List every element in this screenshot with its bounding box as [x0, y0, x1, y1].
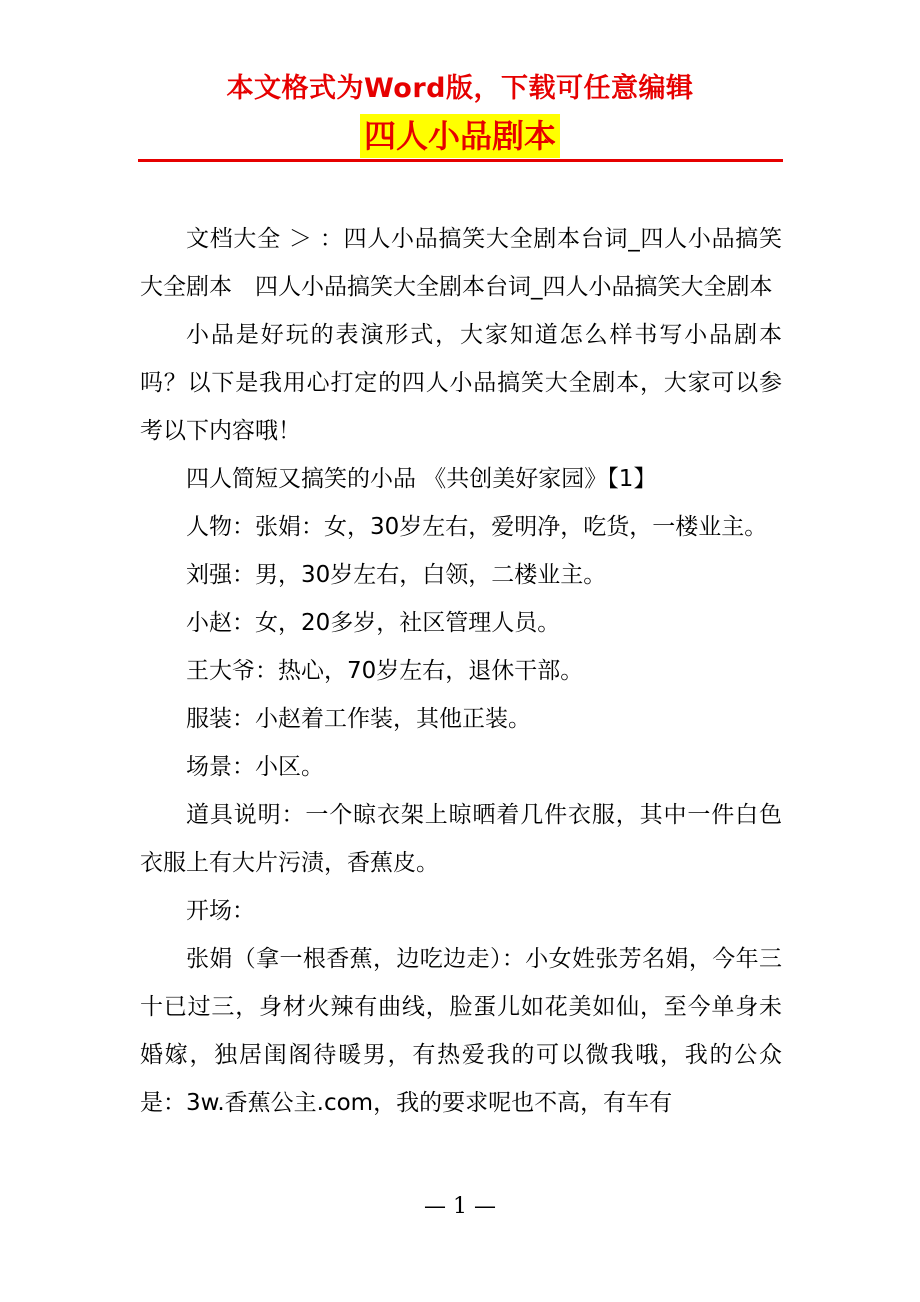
paragraph: 刘强：男，30岁左右，白领，二楼业主。 [186, 562, 607, 588]
paragraph: 开场： [186, 898, 255, 924]
document-title: 四人小品剧本 [360, 114, 560, 158]
paragraph: 小赵：女，20多岁，社区管理人员。 [186, 610, 561, 636]
title-divider [138, 159, 783, 162]
format-banner: 本文格式为Word版，下载可任意编辑 [226, 73, 694, 104]
paragraph: 场景：小区。 [186, 754, 324, 780]
paragraph: 道具说明：一个晾衣架上晾晒着几件衣服，其中一件白色衣服上有大片污渍，香蕉皮。 [140, 802, 782, 876]
title-wrap [0, 114, 920, 158]
paragraph: 人物：张娟：女，30岁左右，爱明净，吃货，一楼业主。 [186, 514, 768, 540]
paragraph: 服装：小赵着工作装，其他正装。 [186, 706, 531, 732]
page-number: — 1 — [424, 1194, 496, 1219]
paragraph: 文档大全 ＞ ：四人小品搞笑大全剧本台词_四人小品搞笑大全剧本 四人小品搞笑大全剧本台词_四人小品搞笑大全剧本 [140, 226, 782, 300]
paragraph: 小品是好玩的表演形式，大家知道怎么样书写小品剧本吗？以下是我用心打定的四人小品搞笑大全剧本，大家可以参考以下内容哦！ [140, 322, 782, 444]
document-body [140, 215, 782, 1127]
paragraph: 张娟（拿一根香蕉，边吃边走）：小女姓张芳名娟，今年三十已过三，身材火辣有曲线，脸蛋儿如花美如仙，至今单身未婚嫁，独居闺阁待暖男，有热爱我的可以微我哦，我的公众是：3w.香蕉公主.com，我的要求呢也不高，有车有 [140, 946, 782, 1116]
paragraph: 四人简短又搞笑的小品 《共创美好家园》【1】 [186, 466, 657, 492]
paragraph: 王大爷：热心，70岁左右，退休干部。 [186, 658, 584, 684]
